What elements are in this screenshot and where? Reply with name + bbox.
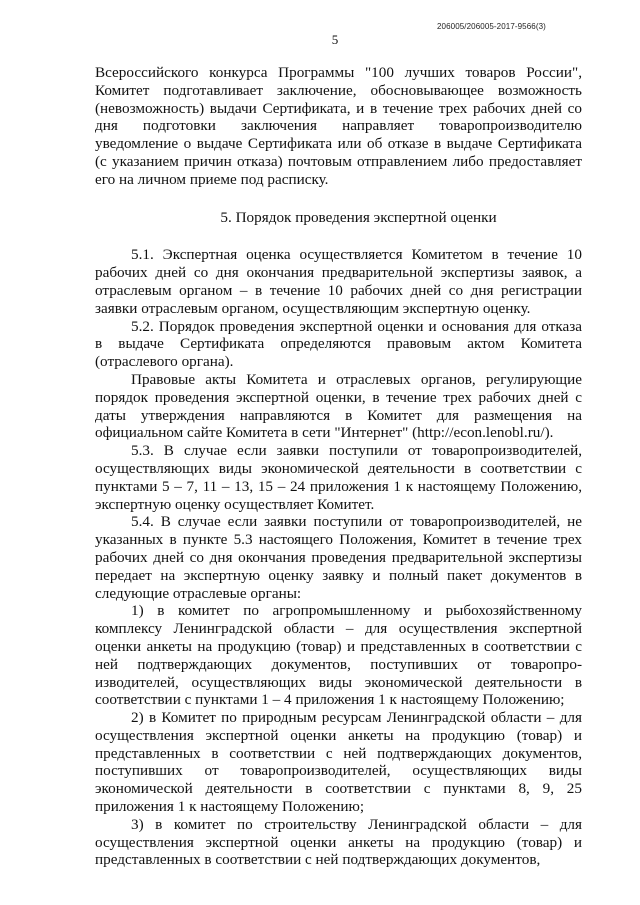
paragraph-5-1: 5.1. Экспертная оценка осуществляется Комитетом в течение 10 рабочих дней со дня окончания предварительной экспертизы заявок, а отраслевым органом – в течение 10 рабочих дней со дня регистрации заявки отраслевым органом, осуществляющим экспертную оценку. xyxy=(95,246,582,317)
list-item-2: 2) в Комитет по природным ресурсам Ленинградской области – для осуществления экспертной оценки анкеты на продукцию (товар) и представленных в соответствии с ней подтверждающих документов, поступивших от товаропроизводителей, осуществляющих виды экономической деятельности в соответствии с пунктами 8, 9, 25 приложения 1 к настоящему Положению; xyxy=(95,709,582,816)
paragraph-5-3: 5.3. В случае если заявки поступили от товаропроизводителей, осуществляющих виды экономической деятельности в соответствии с пунктами 5 – 7, 11 – 13, 15 – 24 приложения 1 к настоящему Положению, экспертную оценку осуществляет Комитет. xyxy=(95,442,582,513)
section-heading: 5. Порядок проведения экспертной оценки xyxy=(220,208,497,226)
document-body xyxy=(95,64,582,869)
paragraph-5-4: 5.4. В случае если заявки поступили от товаропроизводителей, не указанных в пункте 5.3 настоящего Положения, Комитет в течение трех рабочих дней со дня окончания проведения предварительной экспертизы передает на экспертную оценку заявку и полный пакет документов в следующие отраслевые органы: xyxy=(95,513,582,602)
paragraph-intro: Всероссийского конкурса Программы "100 лучших товаров России", Комитет подготавливает заключение, обосновывающее возможность (невозможность) выдачи Сертификата, и в течение трех рабочих дней со дня подготовки заключения направляет товаропроизводителю уведомление о выдаче Сертификата или об отказе в выдаче Сертификата (с указанием причин отказа) почтовым отправлением либо предоставляет его на личном приеме под расписку. xyxy=(95,64,582,188)
list-item-3: 3) в комитет по строительству Ленинградской области – для осуществления экспертной оценки анкеты на продукцию (товар) и представленных в соответствии с ней подтверждающих документов, xyxy=(95,815,582,869)
document-id: 206005/206005-2017-9566(3) xyxy=(437,22,546,31)
paragraph-5-2: 5.2. Порядок проведения экспертной оценки и основания для отказа в выдаче Сертификата определяются правовым актом Комитета (отраслевого органа). xyxy=(95,317,582,371)
page-number: 5 xyxy=(331,32,339,47)
paragraph-legal-acts: Правовые акты Комитета и отраслевых органов, регулирующие порядок проведения экспертной оценки, в течение трех рабочих дней с даты утверждения направляются в Комитет для размещения на официальном сайте Комитета в сети "Интернет" (http://econ.lenobl.ru/). xyxy=(95,370,582,442)
list-item-1: 1) в комитет по агропромышленному и рыбохозяйственному комплексу Ленинградской области – для осуществления экспертной оценки анкеты на продукцию (товар) и представленных в соответствии с ней подтверждающих документов, поступивших от товаропро- изводителей, осуществляющих виды экономической деятельности в соответствии с пунктами 1 – 4 приложения 1 к настоящему Положению; xyxy=(95,602,582,709)
